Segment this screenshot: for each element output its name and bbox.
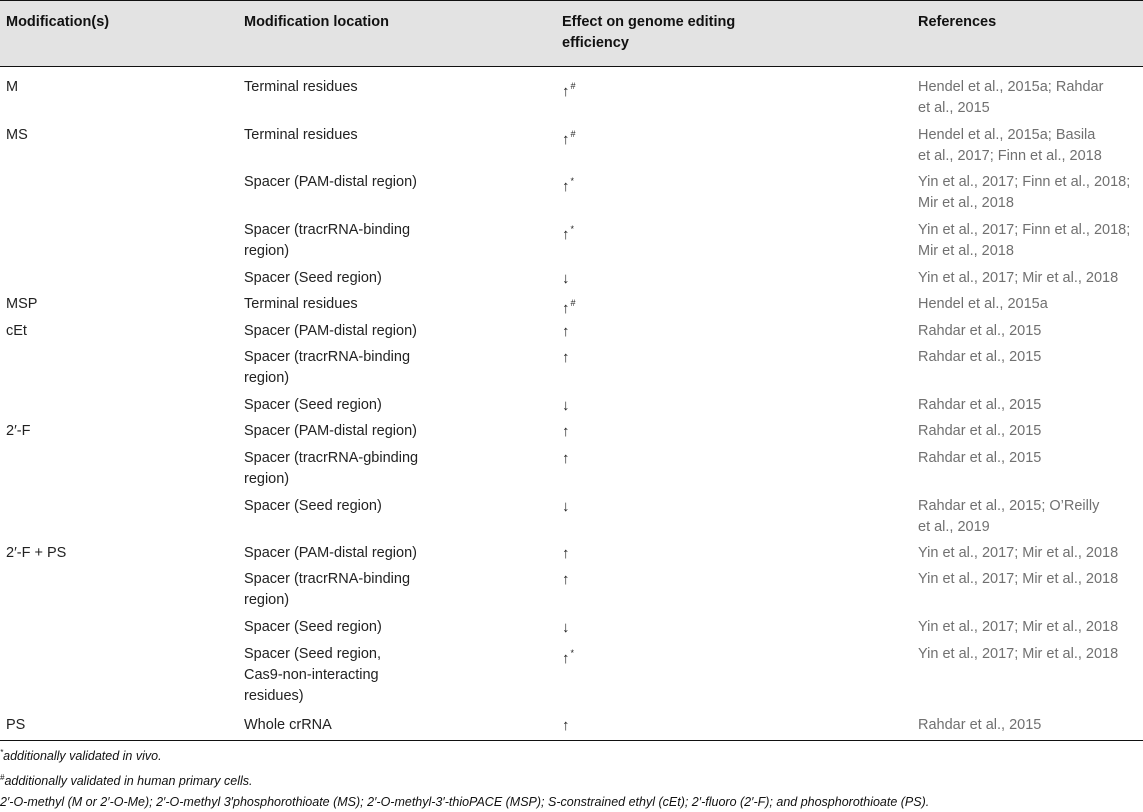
top-rule: [0, 0, 1143, 1]
row-location-line: Spacer (Seed region,: [244, 646, 382, 662]
header-effect: [562, 12, 735, 54]
row-location: [244, 496, 382, 517]
header-modifications: Modification(s): [6, 14, 110, 30]
arrow-up-icon: ↑: [562, 300, 570, 317]
header-references: References: [918, 14, 997, 30]
row-references-line: Yin et al., 2017; Mir et al., 2018: [918, 619, 1119, 635]
row-references: [918, 220, 1130, 262]
row-location-line: Spacer (tracrRNA-binding: [244, 222, 411, 238]
arrow-up-icon: ↑: [562, 226, 570, 243]
row-references-line: Yin et al., 2017; Mir et al., 2018: [918, 646, 1119, 662]
row-references-line: Yin et al., 2017; Mir et al., 2018: [918, 270, 1119, 286]
row-effect-footnote-mark: *: [570, 224, 575, 234]
row-modification: PS: [6, 717, 26, 733]
row-location: [244, 715, 332, 736]
row-references: [918, 321, 1041, 342]
row-references-line: Rahdar et al., 2015: [918, 349, 1042, 365]
row-location: [244, 172, 417, 193]
row-effect: [562, 715, 570, 736]
arrow-up-icon: ↑: [562, 545, 570, 562]
row-references-line: Yin et al., 2017; Mir et al., 2018: [918, 571, 1119, 587]
footnote-in-vivo-text: additionally validated in vivo.: [3, 749, 162, 764]
row-location-line: Whole crRNA: [244, 717, 332, 733]
row-references-line: Yin et al., 2017; Finn et al., 2018;: [918, 222, 1131, 238]
arrow-up-icon: ↑: [562, 178, 570, 195]
arrow-up-icon: ↑: [562, 131, 570, 148]
row-location: [244, 421, 417, 442]
row-location-line: Spacer (tracrRNA-binding: [244, 349, 411, 365]
row-location: [244, 321, 417, 342]
row-effect-footnote-mark: *: [570, 648, 575, 658]
row-effect: [562, 543, 570, 564]
footnote-primary-cells-text: additionally validated in human primary cells.: [4, 774, 253, 789]
row-effect: [562, 347, 570, 368]
row-references: [918, 496, 1099, 538]
row-location: [244, 617, 382, 638]
arrow-up-icon: ↑: [562, 650, 570, 667]
row-location-line: Terminal residues: [244, 296, 358, 312]
row-references-line: Hendel et al., 2015a; Rahdar: [918, 79, 1104, 95]
row-effect: [562, 268, 570, 289]
row-effect-footnote-mark: #: [570, 81, 576, 91]
row-modification: M: [6, 79, 19, 95]
arrow-up-icon: ↑: [562, 571, 570, 588]
row-references: [918, 395, 1041, 416]
row-location-line: region): [244, 471, 290, 487]
row-references-line: Mir et al., 2018: [918, 195, 1014, 211]
row-references-line: Mir et al., 2018: [918, 243, 1014, 259]
row-effect: [562, 644, 574, 669]
row-location: [244, 347, 410, 389]
arrow-down-icon: ↓: [562, 270, 570, 287]
row-references: [918, 617, 1118, 638]
row-location-line: Spacer (PAM-distal region): [244, 323, 417, 339]
row-references-line: et al., 2017; Finn et al., 2018: [918, 148, 1102, 164]
row-references-line: Hendel et al., 2015a; Basila: [918, 127, 1096, 143]
row-location: [244, 569, 410, 611]
footnote-mark-hash: #: [0, 773, 5, 782]
row-effect: [562, 172, 574, 197]
row-location-line: Spacer (Seed region): [244, 270, 382, 286]
row-location: [244, 294, 358, 315]
row-location: [244, 543, 417, 564]
row-references: [918, 347, 1041, 368]
row-references-line: Rahdar et al., 2015: [918, 397, 1042, 413]
row-modification: MS: [6, 127, 28, 143]
row-location: [244, 644, 381, 707]
arrow-up-icon: ↑: [562, 423, 570, 440]
row-references-line: et al., 2015: [918, 100, 990, 116]
row-effect: [562, 617, 570, 638]
arrow-down-icon: ↓: [562, 619, 570, 636]
row-references-line: Hendel et al., 2015a: [918, 296, 1048, 312]
row-location-line: Terminal residues: [244, 127, 358, 143]
arrow-up-icon: ↑: [562, 717, 570, 734]
arrow-up-icon: ↑: [562, 450, 570, 467]
row-modification: cEt: [6, 323, 27, 339]
footnote-mark-asterisk: *: [0, 748, 4, 757]
row-references-line: et al., 2019: [918, 519, 990, 535]
row-location: [244, 268, 382, 289]
row-location-line: Spacer (tracrRNA-binding: [244, 571, 411, 587]
row-references: [918, 543, 1118, 564]
row-location-line: Cas9-non-interacting: [244, 667, 379, 683]
row-location: [244, 220, 410, 262]
footnote-primary-cells: [0, 770, 253, 789]
row-references: [918, 644, 1118, 665]
row-location-line: Spacer (Seed region): [244, 397, 382, 413]
row-references: [918, 715, 1041, 736]
header-location: Modification location: [244, 14, 389, 30]
row-references: [918, 421, 1041, 442]
row-effect: [562, 125, 576, 150]
row-effect: [562, 77, 576, 102]
row-references-line: Yin et al., 2017; Finn et al., 2018;: [918, 174, 1131, 190]
row-references: [918, 294, 1048, 315]
row-location-line: region): [244, 243, 290, 259]
footnote-abbreviations: 2′-O-methyl (M or 2′-O-Me); 2′-O-methyl 3′phosphorothioate (MS); 2′-O-methyl-3′-thioPACE (MSP); S-constrained ethyl (cEt); 2′-fluoro (2′-F); and phosphorothioate (PS).: [0, 795, 930, 809]
arrow-up-icon: ↑: [562, 349, 570, 366]
arrow-down-icon: ↓: [562, 397, 570, 414]
footnote-in-vivo: [0, 745, 162, 764]
row-effect-footnote-mark: #: [570, 129, 576, 139]
row-modification: 2′-F: [6, 423, 31, 439]
row-references: [918, 77, 1103, 119]
row-references-line: Rahdar et al., 2015: [918, 323, 1042, 339]
row-effect: [562, 448, 570, 469]
row-references: [918, 125, 1102, 167]
row-location-line: region): [244, 370, 290, 386]
row-references-line: Rahdar et al., 2015; O’Reilly: [918, 498, 1100, 514]
row-effect: [562, 321, 570, 342]
row-modification: 2′-F + PS: [6, 545, 67, 561]
row-location-line: Spacer (Seed region): [244, 498, 382, 514]
row-modification: MSP: [6, 296, 38, 312]
row-location-line: Spacer (Seed region): [244, 619, 382, 635]
header-effect-line2: efficiency: [562, 35, 629, 51]
row-references-line: Rahdar et al., 2015: [918, 717, 1042, 733]
arrow-up-icon: ↑: [562, 323, 570, 340]
row-location: [244, 395, 382, 416]
row-location: [244, 448, 418, 490]
row-effect: [562, 421, 570, 442]
row-location-line: residues): [244, 688, 304, 704]
row-references: [918, 448, 1041, 469]
row-references-line: Rahdar et al., 2015: [918, 423, 1042, 439]
row-location-line: Spacer (tracrRNA-gbinding: [244, 450, 419, 466]
row-effect: [562, 294, 576, 319]
row-effect: [562, 395, 570, 416]
header-effect-line1: Effect on genome editing: [562, 14, 736, 30]
row-references-line: Yin et al., 2017; Mir et al., 2018: [918, 545, 1119, 561]
row-location-line: region): [244, 592, 290, 608]
row-references: [918, 268, 1118, 289]
header-rule: [0, 66, 1143, 67]
row-effect: [562, 220, 574, 245]
row-location-line: Terminal residues: [244, 79, 358, 95]
row-location-line: Spacer (PAM-distal region): [244, 423, 417, 439]
arrow-down-icon: ↓: [562, 498, 570, 515]
row-effect: [562, 569, 570, 590]
row-effect-footnote-mark: *: [570, 176, 575, 186]
row-references: [918, 172, 1130, 214]
bottom-rule: [0, 740, 1143, 741]
row-location: [244, 77, 358, 98]
row-effect: [562, 496, 570, 517]
row-location-line: Spacer (PAM-distal region): [244, 174, 417, 190]
row-location: [244, 125, 358, 146]
row-references-line: Rahdar et al., 2015: [918, 450, 1042, 466]
row-effect-footnote-mark: #: [570, 298, 576, 308]
row-location-line: Spacer (PAM-distal region): [244, 545, 417, 561]
row-references: [918, 569, 1118, 590]
arrow-up-icon: ↑: [562, 83, 570, 100]
